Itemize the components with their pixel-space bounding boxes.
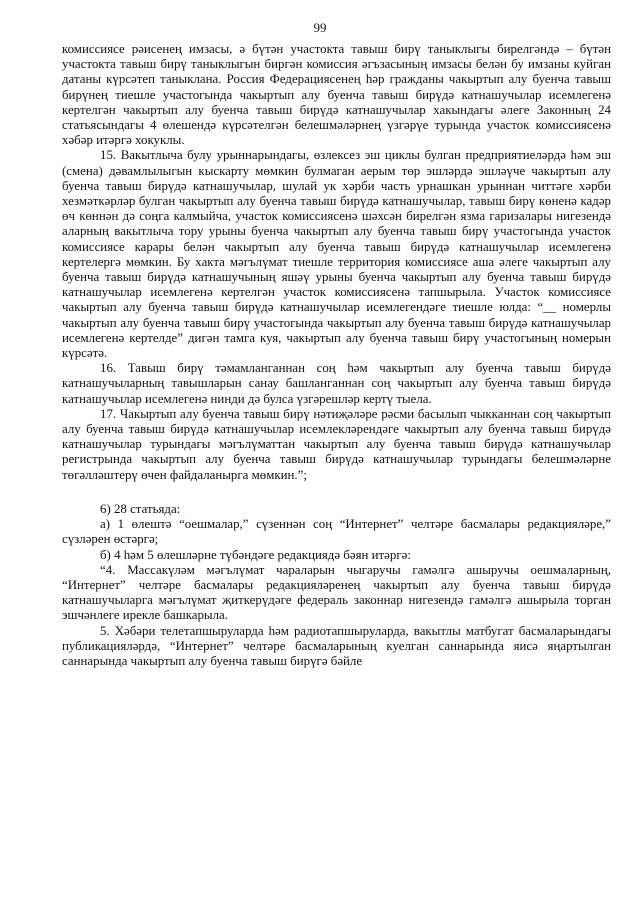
paragraph-subitem-a: а) 1 өлештә “оешмалар,” сүзеннән соң “Интернет” челтәре басмалары редакцияләре,” сүзләрен өстәргә; (62, 517, 611, 547)
paragraph-part-4: “4. Массакүләм мәгълүмат чараларын чыгаручы гамәлгә ашыручы оешмаларның, “Интернет” челтәре басмалары редакцияләренең чакыртып алу буенча тавыш бирүдә катнашучыларга мәгълүмат җиткерүдәге федераль законнар нигезендә гамәлгә ашырыла торган эшчәнлеге ирекле башкарыла. (62, 562, 611, 623)
paragraph-continuation: комиссиясе рәисенең имзасы, ә бүтән участокта тавыш бирү таныклыгы бирелгәндә – бүтән участокта тавыш бирү таныклыгын биргән комиссия әгъзасының имзасы белән бу имзаны куйган датаны күрсәтеп таныклана. Россия Федерациясенең һәр гражданы чакыртып алу буенча тавыш бирүнең тиешле участогында чакыртып алу буенча тавыш бирүдә катнашучылар исемлегенә кертелгән чакыртып алу буенча тавыш бирүдә катнашучылар хакындагы әлеге Законның 24 статьясындагы 4 өлешендә күрсәтелгән белешмәләрнең үзгәрүе турында участок комиссиясенә хәбәр итәргә хокуклы. (62, 42, 611, 148)
document-body (62, 42, 611, 669)
paragraph-part-5: 5. Хәбәри телетапшыруларда һәм радиотапшыруларда, вакытлы матбугат басмаларындагы публикацияләрдә, “Интернет” челтәре басмаларының куелган саннарында яисә яңартылган саннарында чакыртып алу буенча тавыш бирүгә бәйле (62, 623, 611, 668)
page-number: 99 (313, 20, 327, 35)
paragraph-item-17: 17. Чакыртып алу буенча тавыш бирү нәтиҗәләре рәсми басылып чыкканнан соң чакыртып алу буенча тавыш бирүдә катнашучылар исемлекләрендәге чакыртып алу буенча тавыш бирүдә катнашучылар турындагы мәгълүматтан чакыртып алу буенча тавыш бирүдә катнашучылар регистрында чакыртып алу буенча тавыш бирүдә катнашучылар турындагы белешмәләрне төгәлләштерү өчен файдаланырга мөмкин.”; (62, 406, 611, 482)
paragraph-item-16: 16. Тавыш бирү тәмамланганнан соң һәм чакыртып алу буенча тавыш бирүдә катнашучыларның тавышларын санау башланганнан соң чакыртып алу буенча тавыш бирүдә катнашучылар исемлегенә нинди дә булса үзгәрешләр кертү тыела. (62, 361, 611, 406)
paragraph-item-15: 15. Вакытлыча булу урыннарындагы, өзлексез эш циклы булган предприятиеләрдә һәм эш (смена) дәвамлылыгын кыскарту мөмкин булмаган аерым төр эшләрдә эшләүче чакыртып алу буенча тавыш бирүдә катнашучылар, шулай ук хәрби часть урнашкан урыннан читтәге хәрби хезмәткәрләр булган чакыртып алу буенча тавыш бирүдә катнашучылар, тавыш бирү көненә кадәр өч көннән дә соңга калмыйча, участок комиссиясенә шәхсән бирелгән язма гаризалары нигезендә аларның вакытлыча тору урыны буенча чакыртып алу буенча тавыш бирү участогында участок комиссиясе карары белән чакыртып алу буенча тавыш бирүдә катнашучылар исемлегенә кертелергә мөмкин. Бу хакта мәгълүмат тиешле территория комиссиясе аша әлеге чакыртып алу буенча тавыш бирүдә катнашучының яшәү урыны буенча чакыртып алу буенча тавыш бирүдә катнашучылар исемлегенә кертелгән участок комиссиясенә тапшырыла. Участок комиссиясе чакыртып алу буенча тавыш бирүдә катнашучылар исемлегендәге тиешле юлда: “__ номерлы чакыртып алу буенча тавыш бирү участогында чакыртып алу буенча тавыш бирүдә катнашучылар исемлегенә кертелде” дигән тамга куя, чакыртып алу буенча тавыш бирү участогының номерын күрсәтә. (62, 148, 611, 361)
paragraph-subitem-b: б) 4 һәм 5 өлешләрне түбәндәге редакциядә бәян итәргә: (100, 547, 411, 562)
paragraph-article-28: 6) 28 статьяда: (100, 501, 181, 516)
